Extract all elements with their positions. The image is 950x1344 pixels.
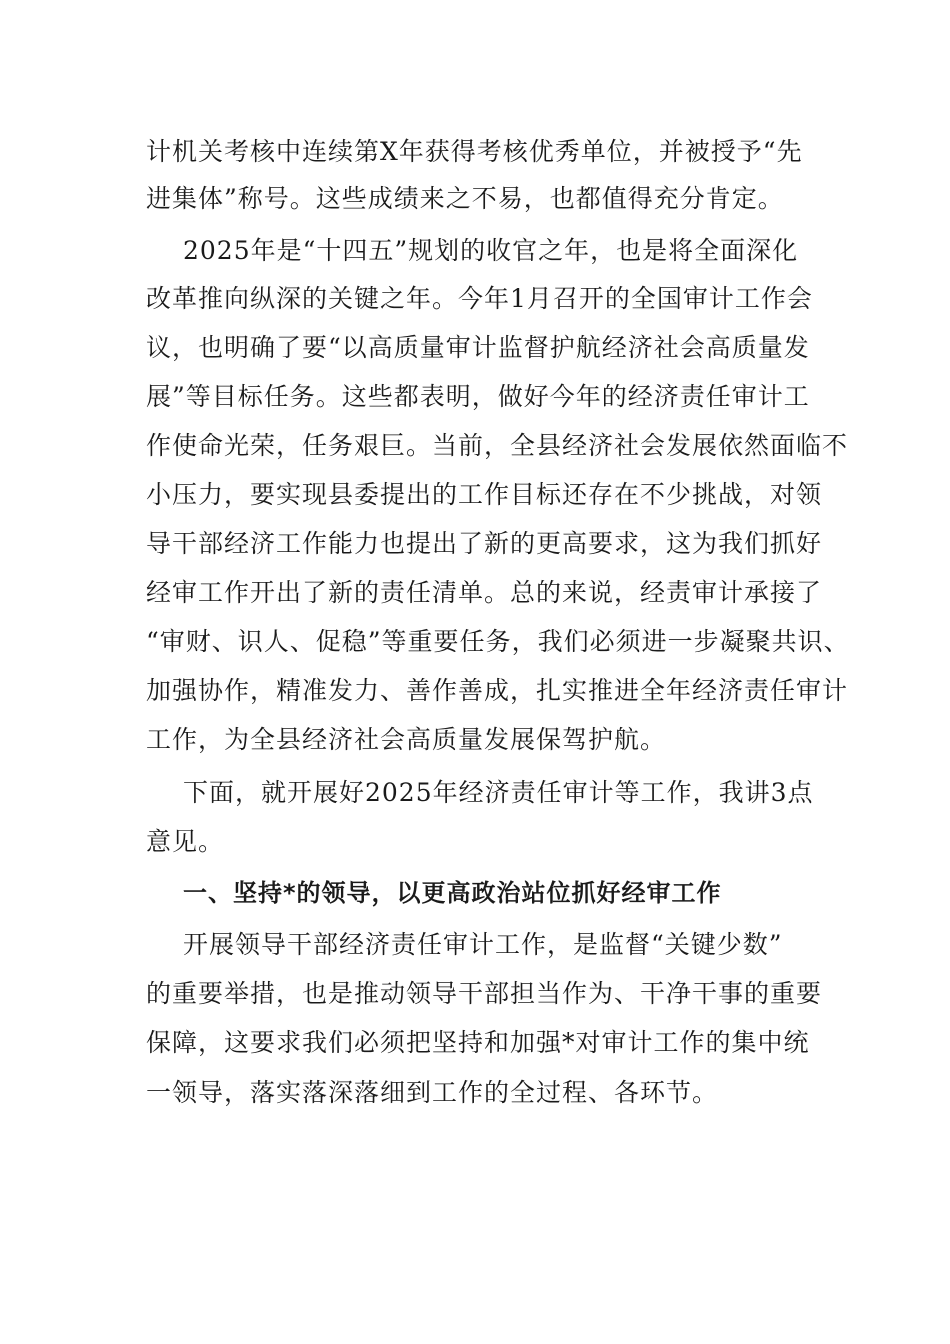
paragraph-first-line: 2025年是“十四五”规划的收官之年，也是将全面深化 xyxy=(183,236,799,265)
section-heading: 一、坚持*的领导，以更高政治站位抓好经审工作 xyxy=(183,879,722,907)
text-line: 经审工作开出了新的责任清单。总的来说，经责审计承接了 xyxy=(146,578,823,607)
text-line: 意见。 xyxy=(146,827,225,856)
text-line: 的重要举措，也是推动领导干部担当作为、干净干事的重要 xyxy=(146,979,823,1008)
text-line: 改革推向纵深的关键之年。今年1月召开的全国审计工作会 xyxy=(146,284,813,313)
text-line: “审财、识人、促稳”等重要任务，我们必须进一步凝聚共识、 xyxy=(146,627,850,656)
text-line: 加强协作，精准发力、善作善成，扎实推进全年经济责任审计 xyxy=(146,676,849,705)
text-line: 导干部经济工作能力也提出了新的更高要求，这为我们抓好 xyxy=(146,529,823,558)
paragraph-first-line: 下面，就开展好2025年经济责任审计等工作，我讲3点 xyxy=(183,778,814,807)
text-line: 计机关考核中连续第X年获得考核优秀单位，并被授予“先 xyxy=(146,137,803,166)
text-line: 进集体”称号。这些成绩来之不易，也都值得充分肯定。 xyxy=(146,184,784,213)
text-line: 议，也明确了要“以高质量审计监督护航经济社会高质量发 xyxy=(146,333,810,362)
text-line: 作使命光荣，任务艰巨。当前，全县经济社会发展依然面临不 xyxy=(146,431,849,460)
text-line: 一领导，落实落深落细到工作的全过程、各环节。 xyxy=(146,1078,719,1107)
paragraph-first-line: 开展领导干部经济责任审计工作，是监督“关键少数” xyxy=(183,930,783,959)
text-line: 保障，这要求我们必须把坚持和加强*对审计工作的集中统 xyxy=(146,1028,810,1057)
text-line: 展”等目标任务。这些都表明，做好今年的经济责任审计工 xyxy=(146,382,810,411)
text-line: 工作，为全县经济社会高质量发展保驾护航。 xyxy=(146,725,667,754)
text-line: 小压力，要实现县委提出的工作目标还存在不少挑战，对领 xyxy=(146,480,823,509)
